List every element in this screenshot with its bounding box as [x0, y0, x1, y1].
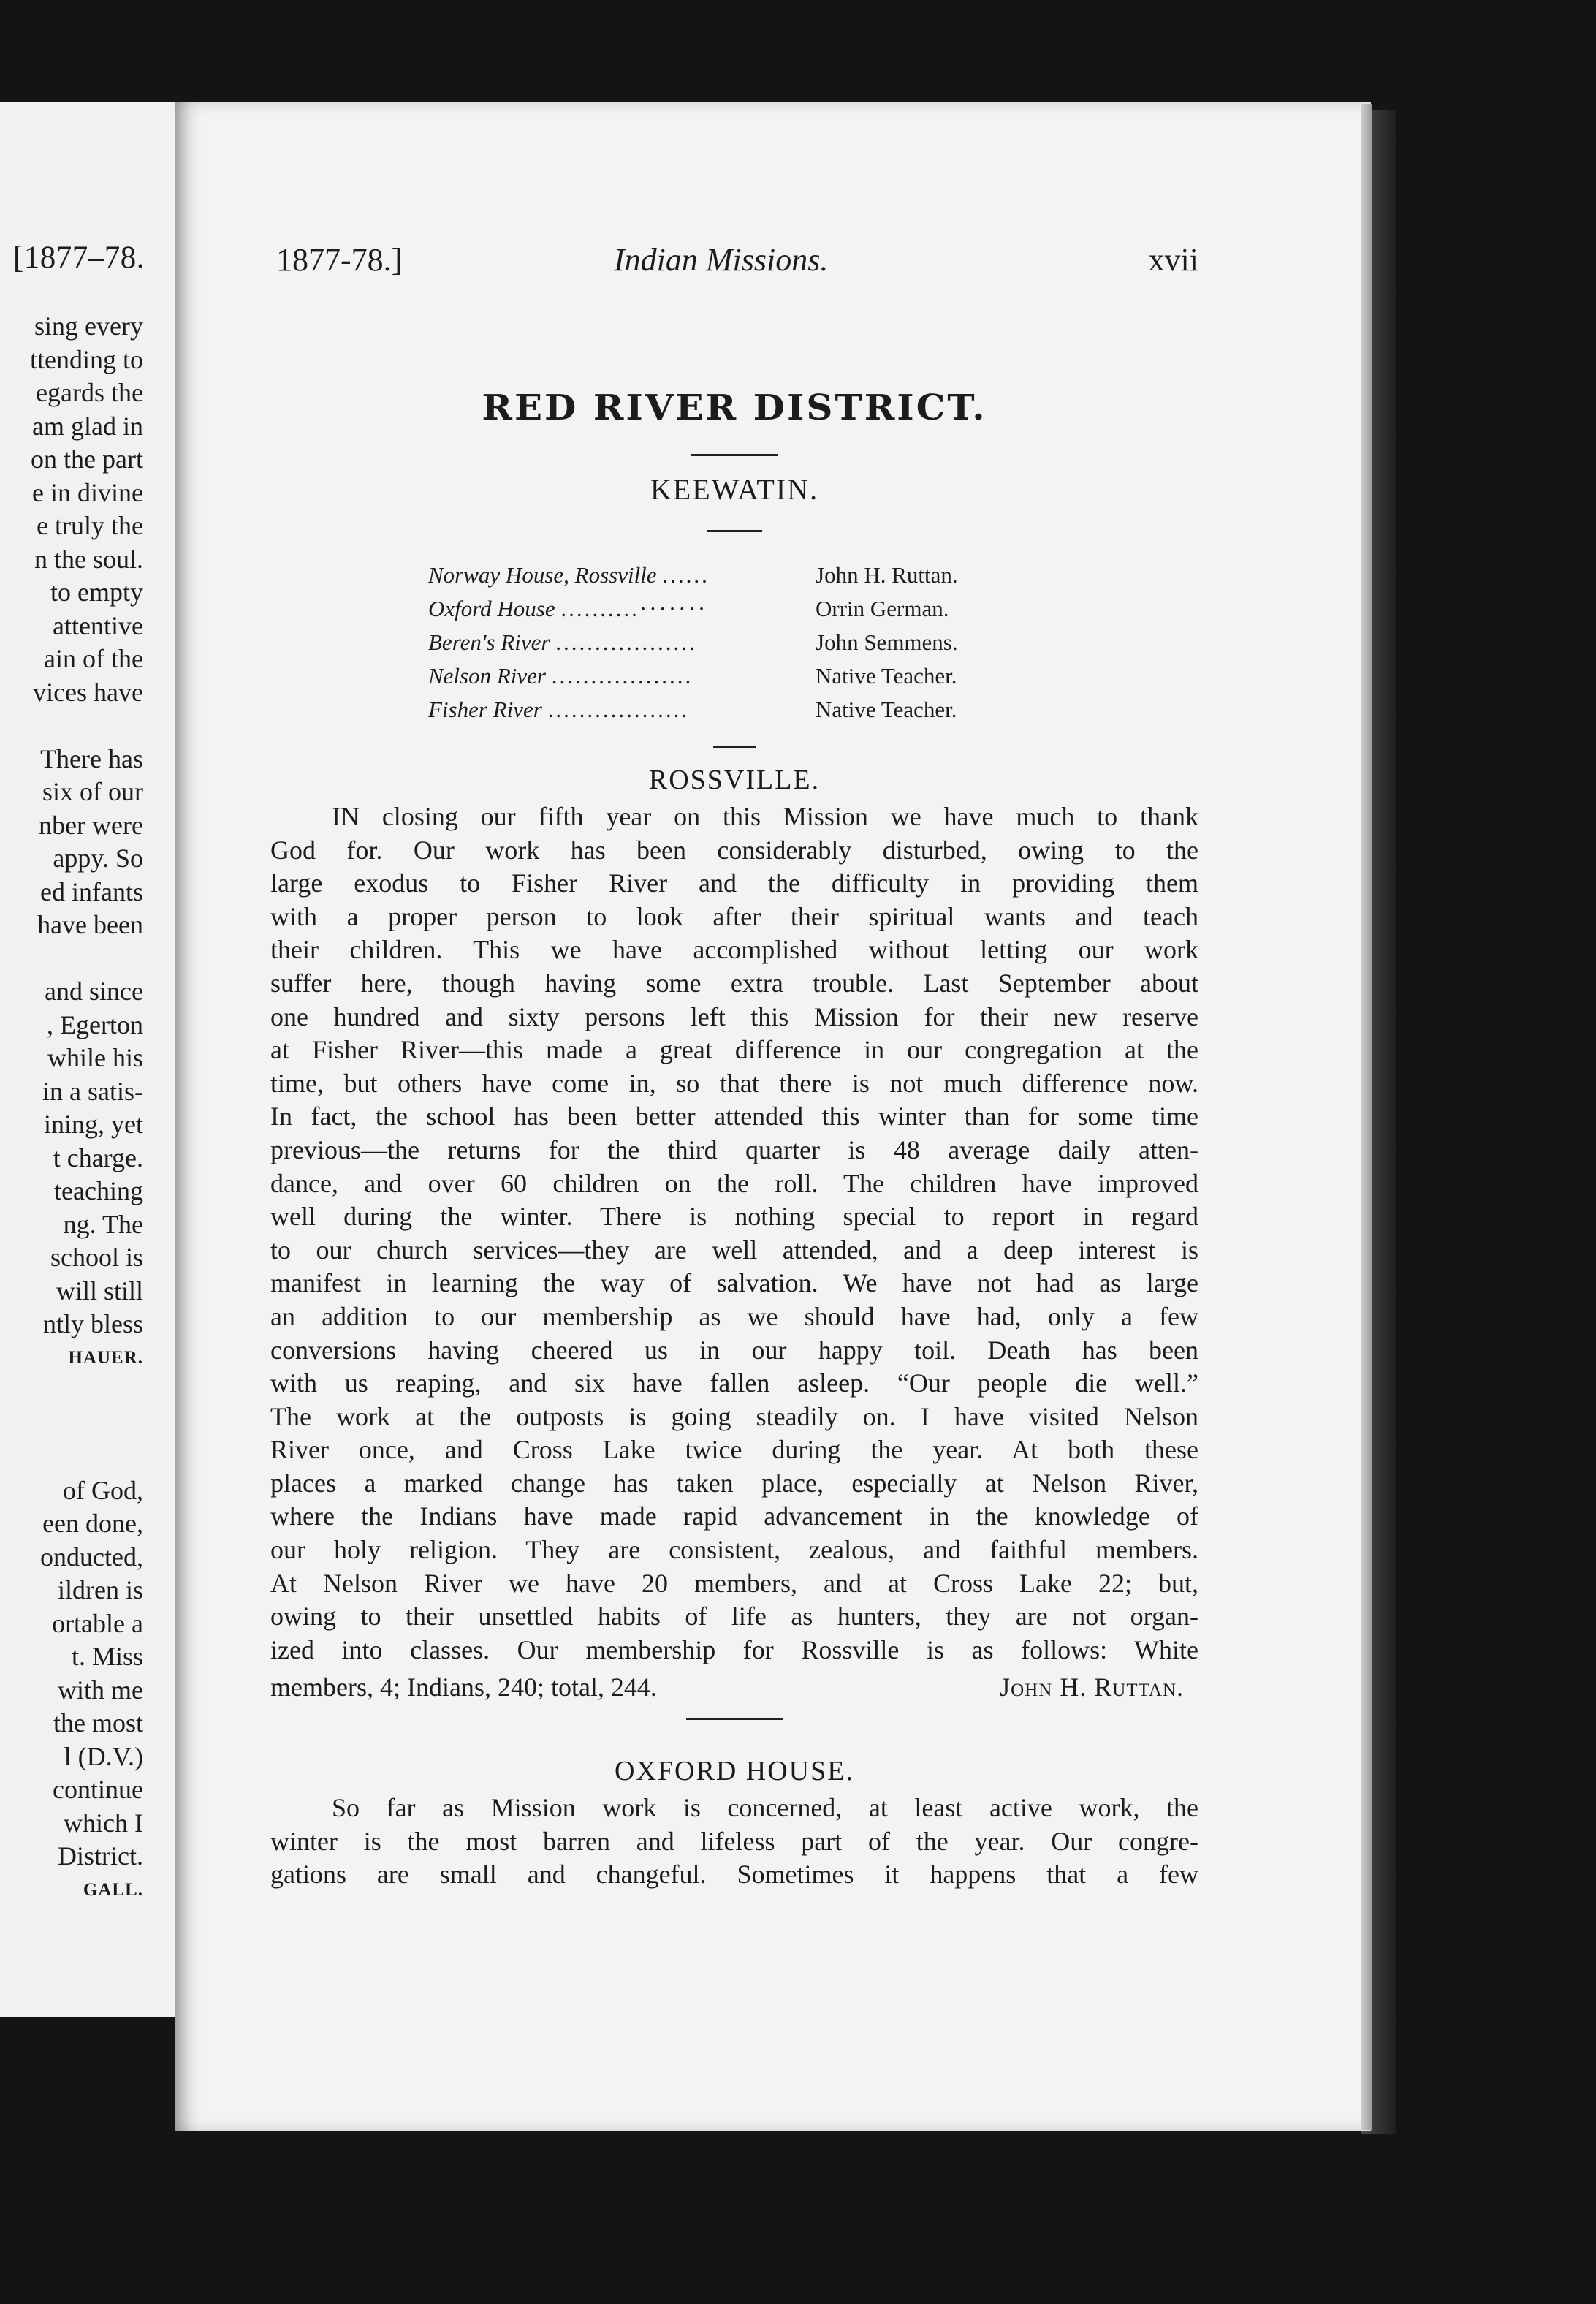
previous-page-line: ain of the — [44, 644, 143, 673]
previous-page-line: There has — [40, 743, 143, 773]
signature: John H. Ruttan. — [1000, 1672, 1184, 1702]
page-number: xvii — [1148, 242, 1198, 278]
text-line: ized into classes. Our membership for Rossville is as follows: White — [270, 1634, 1198, 1664]
previous-page-line: n the soul. — [34, 544, 143, 574]
previous-page-line: GALL. — [83, 1879, 143, 1900]
station-place — [428, 659, 816, 693]
previous-page-line: with me — [58, 1675, 143, 1705]
running-head-title: Indian Missions. — [614, 242, 829, 278]
leader-dots: ..........······· — [560, 596, 708, 621]
rossville-closing — [270, 1671, 1198, 1705]
text-line: time, but others have come in, so that there is not much difference now. — [270, 1068, 1198, 1098]
previous-page-line: of God, — [63, 1475, 143, 1505]
previous-page-line: which I — [64, 1808, 143, 1838]
previous-page-line: school is — [50, 1243, 143, 1272]
page-edge — [1361, 104, 1372, 2130]
rossville-report — [270, 800, 1198, 1667]
text-line: God for. Our work has been considerably disturbed, owing to the — [270, 835, 1198, 865]
text-line: dance, and over 60 children on the roll. The children have improved — [270, 1168, 1198, 1198]
text-line: The work at the outposts is going steadily on. I have visited Nelson — [270, 1401, 1198, 1431]
station-name: Fisher River — [428, 697, 542, 722]
previous-page-line: nber were — [39, 810, 143, 840]
text-line: owing to their unsettled habits of life as hunters, they are not organ- — [270, 1602, 1198, 1632]
text-line: So far as Mission work is concerned, at least active work, the — [332, 1793, 1198, 1823]
text-line: In fact, the school has been better attended this winter than for some time — [270, 1102, 1198, 1132]
previous-page-line: ildren is — [58, 1575, 143, 1604]
station-row — [428, 626, 1013, 659]
previous-page-line: ng. The — [63, 1209, 143, 1239]
previous-page-line: egards the — [36, 378, 143, 407]
station-place — [428, 558, 816, 592]
text-line: where the Indians have made rapid advancement in the knowledge of — [270, 1501, 1198, 1531]
station-name: Norway House, Rossville — [428, 562, 657, 588]
leader-dots: .................. — [555, 629, 697, 655]
text-line: large exodus to Fisher River and the difficulty in providing them — [270, 868, 1198, 898]
previous-page-line — [0, 1441, 143, 1474]
previous-page-line: e truly the — [37, 511, 143, 540]
divider-rule — [707, 530, 762, 532]
station-missionary: Native Teacher. — [816, 663, 957, 689]
previous-page-line: continue — [53, 1775, 143, 1804]
text-line: River once, and Cross Lake twice during the year. At both these — [270, 1435, 1198, 1465]
previous-page-line: HAUER. — [68, 1347, 143, 1368]
membership-total: members, 4; Indians, 240; total, 244. — [270, 1672, 657, 1702]
previous-page-line: t charge. — [53, 1142, 143, 1172]
previous-page — [0, 102, 196, 2017]
signature-line — [270, 1671, 1198, 1705]
station-row — [428, 659, 1013, 693]
previous-page-line: to empty — [50, 577, 143, 607]
running-head — [270, 241, 1198, 285]
previous-page-line: in a satis- — [42, 1076, 143, 1106]
station-name: Beren's River — [428, 629, 550, 655]
text-line: to our church services—they are well attended, and a deep interest is — [270, 1235, 1198, 1265]
previous-page-line: have been — [37, 910, 143, 939]
text-line: gations are small and changeful. Sometimes it happens that a few — [270, 1860, 1198, 1890]
text-line: our holy religion. They are consistent, zealous, and faithful members. — [270, 1535, 1198, 1565]
station-missionary: John Semmens. — [816, 629, 958, 655]
divider-rule — [691, 454, 778, 456]
text-line: previous—the returns for the third quarter is 48 average daily atten- — [270, 1134, 1198, 1164]
previous-page-line: am glad in — [32, 411, 143, 441]
page-content — [270, 241, 1198, 1892]
text-line: with a proper person to look after their spiritual wants and teach — [270, 901, 1198, 931]
previous-page-line: ntly bless — [42, 1309, 143, 1338]
station-row — [428, 558, 1013, 592]
leader-dots: .................. — [547, 697, 690, 722]
text-line: with us reaping, and six have fallen asleep. “Our people die well.” — [270, 1368, 1198, 1398]
previous-page-line: een done, — [42, 1509, 143, 1538]
previous-page-line: , Egerton — [47, 1009, 143, 1039]
previous-page-line: and since — [45, 977, 143, 1006]
text-line: suffer here, though having some extra trouble. Last September about — [270, 968, 1198, 998]
previous-page-line: e in divine — [32, 477, 143, 507]
previous-page-line: six of our — [42, 777, 143, 806]
previous-page-line: appy. So — [53, 844, 143, 873]
divider-rule — [686, 1718, 783, 1720]
previous-page-line: sing every — [34, 311, 143, 341]
previous-page-line: the most — [53, 1708, 143, 1738]
previous-page-line: onducted, — [40, 1542, 143, 1572]
station-place — [428, 693, 816, 727]
text-line: an addition to our membership as we should have had, only a few — [270, 1301, 1198, 1331]
text-line: places a marked change has taken place, especially at Nelson River, — [270, 1468, 1198, 1498]
previous-page-line: l (D.V.) — [64, 1741, 143, 1771]
previous-page-text — [0, 310, 143, 1906]
previous-page-running-head: [1877–78. — [12, 240, 145, 275]
district-title: RED RIVER DISTRICT. — [482, 387, 987, 428]
stations-list — [428, 558, 1013, 727]
station-place — [428, 626, 816, 659]
oxford-heading: OXFORD HOUSE. — [615, 1756, 854, 1787]
station-row — [428, 592, 1013, 626]
previous-page-line — [0, 942, 143, 976]
previous-page-line: while his — [48, 1043, 143, 1072]
text-line: winter is the most barren and lifeless part of the year. Our congre- — [270, 1826, 1198, 1856]
previous-page-line: District. — [58, 1841, 143, 1871]
station-missionary: John H. Ruttan. — [816, 562, 958, 588]
previous-page-line: ed infants — [40, 876, 143, 906]
oxford-report — [270, 1792, 1198, 1892]
text-line: manifest in learning the way of salvation. We have not had as large — [270, 1268, 1198, 1298]
previous-page-line — [0, 1374, 143, 1408]
previous-page-line — [0, 709, 143, 743]
station-name: Oxford House — [428, 596, 555, 621]
text-line: well during the winter. There is nothing special to report in regard — [270, 1202, 1198, 1232]
leader-dots: .................. — [551, 663, 694, 689]
leader-dots: ...... — [662, 562, 710, 588]
divider-rule — [713, 746, 756, 748]
previous-page-line: ttending to — [30, 344, 143, 374]
previous-page-line: on the part — [31, 444, 143, 474]
station-missionary: Orrin German. — [816, 596, 949, 621]
previous-page-line: t. Miss — [71, 1642, 143, 1671]
section-title: KEEWATIN. — [650, 473, 819, 506]
rossville-heading: ROSSVILLE. — [648, 765, 821, 795]
running-head-year: 1877-78.] — [276, 242, 403, 278]
previous-page-line: ining, yet — [44, 1110, 143, 1139]
previous-page-line: ortable a — [52, 1608, 143, 1638]
station-name: Nelson River — [428, 663, 546, 689]
previous-page-line: teaching — [54, 1176, 143, 1205]
text-line: one hundred and sixty persons left this Mission for their new reserve — [270, 1001, 1198, 1031]
previous-page-line: vices have — [33, 677, 143, 707]
previous-page-line: attentive — [53, 610, 143, 640]
station-place — [428, 592, 816, 626]
text-line: At Nelson River we have 20 members, and at Cross Lake 22; but, — [270, 1568, 1198, 1598]
previous-page-line — [0, 1408, 143, 1441]
text-line: at Fisher River—this made a great difference in our congregation at the — [270, 1035, 1198, 1065]
station-row — [428, 693, 1013, 727]
previous-page-line: will still — [56, 1276, 143, 1306]
station-missionary: Native Teacher. — [816, 697, 957, 722]
text-line: conversions having cheered us in our happy toil. Death has been — [270, 1335, 1198, 1365]
text-line: their children. This we have accomplished without letting our work — [270, 935, 1198, 965]
text-line: IN closing our fifth year on this Mission we have much to thank — [332, 802, 1198, 831]
